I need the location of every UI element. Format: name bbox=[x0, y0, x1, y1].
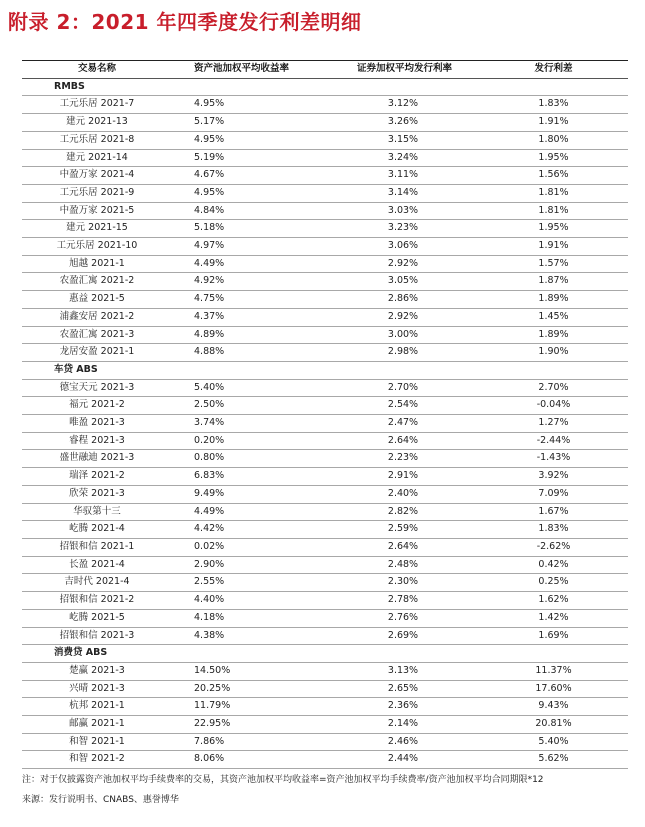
spread-cell: 1.91% bbox=[538, 116, 569, 128]
spread-cell: 20.81% bbox=[535, 718, 572, 730]
pool-yield-cell: 0.02% bbox=[194, 540, 225, 552]
coupon-rate-cell: 2.86% bbox=[387, 293, 419, 305]
pool-yield-cell: 4.67% bbox=[194, 169, 225, 181]
pool-yield-cell: 4.49% bbox=[194, 505, 225, 517]
deal-name-cell: 德宝天元 2021-3 bbox=[59, 381, 135, 393]
coupon-rate-cell: 2.44% bbox=[387, 753, 419, 765]
spread-cell: 1.57% bbox=[538, 257, 569, 269]
pool-yield-cell: 5.19% bbox=[194, 151, 225, 163]
table-row bbox=[22, 131, 628, 149]
coupon-rate-cell: 2.47% bbox=[387, 417, 419, 429]
deal-name-cell: 旭越 2021-1 bbox=[69, 257, 125, 269]
coupon-rate-cell: 3.14% bbox=[387, 186, 419, 198]
deal-name-cell: 招银和信 2021-1 bbox=[59, 540, 135, 552]
spread-cell: 1.89% bbox=[538, 293, 569, 305]
deal-name-cell: 招银和信 2021-2 bbox=[59, 594, 135, 606]
coupon-rate-cell: 3.26% bbox=[387, 116, 419, 128]
coupon-rate-cell: 2.91% bbox=[387, 470, 419, 482]
table-row bbox=[22, 468, 628, 486]
table-row bbox=[22, 627, 628, 645]
header-deal-name: 交易名称 bbox=[77, 63, 116, 74]
deal-name-cell: 龙居安盈 2021-1 bbox=[59, 346, 135, 358]
spread-cell: 9.43% bbox=[538, 700, 569, 712]
deal-name-cell: 楚赢 2021-3 bbox=[69, 664, 125, 676]
coupon-rate-cell: 2.48% bbox=[387, 558, 419, 570]
deal-name-cell: 长盈 2021-4 bbox=[69, 558, 125, 570]
pool-yield-cell: 22.95% bbox=[194, 718, 231, 730]
pool-yield-cell: 11.79% bbox=[194, 700, 231, 712]
spread-cell: 2.70% bbox=[538, 381, 569, 393]
deal-name-cell: 瑞泽 2021-2 bbox=[69, 470, 125, 482]
pool-yield-cell: 4.89% bbox=[194, 328, 225, 340]
coupon-rate-cell: 2.92% bbox=[387, 310, 419, 322]
coupon-rate-cell: 2.64% bbox=[387, 540, 419, 552]
coupon-rate-cell: 2.65% bbox=[387, 682, 419, 694]
table-row bbox=[22, 538, 628, 556]
deal-name-cell: 睿程 2021-3 bbox=[69, 434, 125, 446]
spread-cell: 0.42% bbox=[538, 558, 569, 570]
coupon-rate-cell: 2.30% bbox=[387, 576, 419, 588]
spread-cell: 5.40% bbox=[538, 735, 569, 747]
table-row bbox=[22, 733, 628, 751]
spread-cell: 1.89% bbox=[538, 328, 569, 340]
deal-name-cell: 工元乐居 2021-9 bbox=[59, 186, 135, 198]
pool-yield-cell: 4.95% bbox=[194, 98, 225, 110]
deal-name-cell: 兴晴 2021-3 bbox=[69, 682, 125, 694]
pool-yield-cell: 9.49% bbox=[194, 487, 225, 499]
coupon-rate-cell: 3.03% bbox=[387, 204, 419, 216]
table-header-row bbox=[22, 61, 628, 78]
pool-yield-cell: 4.75% bbox=[194, 293, 225, 305]
spread-cell: 1.81% bbox=[538, 204, 569, 216]
deal-name-cell: 工元乐居 2021-8 bbox=[59, 133, 135, 145]
coupon-rate-cell: 3.15% bbox=[387, 133, 419, 145]
spread-cell: 1.69% bbox=[538, 629, 569, 641]
pool-yield-cell: 7.86% bbox=[194, 735, 225, 747]
pool-yield-cell: 5.40% bbox=[194, 381, 225, 393]
section-label: 消费贷 ABS bbox=[22, 645, 628, 663]
pool-yield-cell: 4.92% bbox=[194, 275, 225, 287]
spread-cell: 1.87% bbox=[538, 275, 569, 287]
table-row bbox=[22, 184, 628, 202]
deal-name-cell: 浦鑫安居 2021-2 bbox=[59, 310, 135, 322]
pool-yield-cell: 4.18% bbox=[194, 611, 225, 623]
deal-name-cell: 农盈汇寓 2021-3 bbox=[59, 328, 135, 340]
coupon-rate-cell: 2.82% bbox=[387, 505, 419, 517]
table-row bbox=[22, 273, 628, 291]
deal-name-cell: 福元 2021-2 bbox=[69, 399, 125, 411]
spread-cell: 1.95% bbox=[538, 151, 569, 163]
pool-yield-cell: 2.50% bbox=[194, 399, 225, 411]
table-row bbox=[22, 485, 628, 503]
table-row bbox=[22, 450, 628, 468]
pool-yield-cell: 4.42% bbox=[194, 523, 225, 535]
spread-table bbox=[22, 61, 628, 769]
deal-name-cell: 吉时代 2021-4 bbox=[64, 576, 130, 588]
coupon-rate-cell: 3.05% bbox=[387, 275, 419, 287]
coupon-rate-cell: 2.59% bbox=[387, 523, 419, 535]
table-row bbox=[22, 96, 628, 114]
coupon-rate-cell: 2.46% bbox=[387, 735, 419, 747]
deal-name-cell: 建元 2021-13 bbox=[66, 116, 128, 128]
coupon-rate-cell: 2.54% bbox=[387, 399, 419, 411]
spread-cell: 1.83% bbox=[538, 523, 569, 535]
coupon-rate-cell: 2.69% bbox=[387, 629, 419, 641]
pool-yield-cell: 4.95% bbox=[194, 186, 225, 198]
table-row bbox=[22, 308, 628, 326]
spread-cell: 1.56% bbox=[538, 169, 569, 181]
table-row bbox=[22, 326, 628, 344]
spread-cell: -2.62% bbox=[536, 540, 571, 552]
table-row bbox=[22, 716, 628, 734]
coupon-rate-cell: 2.14% bbox=[387, 718, 419, 730]
table-row bbox=[22, 521, 628, 539]
deal-name-cell: 和智 2021-1 bbox=[69, 735, 125, 747]
source-note: 来源：发行说明书、CNABS、惠誉博华 bbox=[22, 795, 179, 805]
deal-name-cell: 建元 2021-15 bbox=[66, 222, 128, 234]
table-row bbox=[22, 609, 628, 627]
table-row bbox=[22, 202, 628, 220]
pool-yield-cell: 5.17% bbox=[194, 116, 225, 128]
spread-cell: 3.92% bbox=[538, 470, 569, 482]
coupon-rate-cell: 2.98% bbox=[387, 346, 419, 358]
table-row bbox=[22, 379, 628, 397]
deal-name-cell: 杭邦 2021-1 bbox=[69, 700, 125, 712]
pool-yield-cell: 4.49% bbox=[194, 257, 225, 269]
table-row bbox=[22, 503, 628, 521]
pool-yield-cell: 4.88% bbox=[194, 346, 225, 358]
deal-name-cell: 唯盈 2021-3 bbox=[69, 417, 125, 429]
coupon-rate-cell: 3.13% bbox=[387, 664, 419, 676]
spread-cell: 1.95% bbox=[538, 222, 569, 234]
pool-yield-cell: 4.40% bbox=[194, 594, 225, 606]
coupon-rate-cell: 2.92% bbox=[387, 257, 419, 269]
deal-name-cell: 盛世融迪 2021-3 bbox=[59, 452, 135, 464]
pool-yield-cell: 6.83% bbox=[194, 470, 225, 482]
coupon-rate-cell: 3.12% bbox=[387, 98, 419, 110]
deal-name-cell: 工元乐居 2021-10 bbox=[56, 240, 138, 252]
deal-name-cell: 招银和信 2021-3 bbox=[59, 629, 135, 641]
pool-yield-cell: 4.84% bbox=[194, 204, 225, 216]
spread-table-container bbox=[22, 60, 628, 769]
coupon-rate-cell: 2.78% bbox=[387, 594, 419, 606]
spread-cell: 1.45% bbox=[538, 310, 569, 322]
deal-name-cell: 农盈汇寓 2021-2 bbox=[59, 275, 135, 287]
table-row bbox=[22, 220, 628, 238]
page-title: 附录 2：2021 年四季度发行利差明细 bbox=[8, 10, 362, 34]
pool-yield-cell: 4.95% bbox=[194, 133, 225, 145]
pool-yield-cell: 20.25% bbox=[194, 682, 231, 694]
table-row bbox=[22, 662, 628, 680]
coupon-rate-cell: 3.24% bbox=[387, 151, 419, 163]
spread-cell: 7.09% bbox=[538, 487, 569, 499]
coupon-rate-cell: 3.23% bbox=[387, 222, 419, 234]
pool-yield-cell: 0.80% bbox=[194, 452, 225, 464]
pool-yield-cell: 4.37% bbox=[194, 310, 225, 322]
table-row bbox=[22, 291, 628, 309]
pool-yield-cell: 2.90% bbox=[194, 558, 225, 570]
spread-cell: 1.83% bbox=[538, 98, 569, 110]
spread-cell: 17.60% bbox=[535, 682, 572, 694]
table-row bbox=[22, 344, 628, 362]
coupon-rate-cell: 3.00% bbox=[387, 328, 419, 340]
coupon-rate-cell: 3.11% bbox=[387, 169, 419, 181]
spread-cell: -2.44% bbox=[536, 434, 571, 446]
table-note: 注：对于仅披露资产池加权平均手续费率的交易，其资产池加权平均收益率=资产池加权平均手续费率/资产池加权平均合同期限*12 bbox=[22, 775, 544, 785]
header-spread: 发行利差 bbox=[534, 63, 573, 74]
deal-name-cell: 邮赢 2021-1 bbox=[69, 718, 125, 730]
spread-cell: 5.62% bbox=[538, 753, 569, 765]
deal-name-cell: 中盈万家 2021-4 bbox=[59, 169, 135, 181]
spread-cell: 1.62% bbox=[538, 594, 569, 606]
spread-cell: 0.25% bbox=[538, 576, 569, 588]
coupon-rate-cell: 3.06% bbox=[387, 240, 419, 252]
spread-cell: 1.90% bbox=[538, 346, 569, 358]
deal-name-cell: 欣荣 2021-3 bbox=[69, 487, 125, 499]
table-row bbox=[22, 698, 628, 716]
table-row bbox=[22, 432, 628, 450]
spread-cell: 11.37% bbox=[535, 664, 572, 676]
deal-name-cell: 屹腾 2021-4 bbox=[69, 523, 125, 535]
section-header-row bbox=[22, 361, 628, 379]
coupon-rate-cell: 2.36% bbox=[387, 700, 419, 712]
table-row bbox=[22, 415, 628, 433]
deal-name-cell: 惠益 2021-5 bbox=[69, 293, 125, 305]
spread-cell: 1.81% bbox=[538, 186, 569, 198]
header-pool-yield: 资产池加权平均收益率 bbox=[194, 63, 290, 74]
deal-name-cell: 屹腾 2021-5 bbox=[69, 611, 125, 623]
deal-name-cell: 中盈万家 2021-5 bbox=[59, 204, 135, 216]
deal-name-cell: 和智 2021-2 bbox=[69, 753, 125, 765]
pool-yield-cell: 0.20% bbox=[194, 434, 225, 446]
table-row bbox=[22, 592, 628, 610]
table-row bbox=[22, 149, 628, 167]
deal-name-cell: 华驭第十三 bbox=[73, 505, 121, 517]
footnotes bbox=[22, 770, 632, 810]
table-row bbox=[22, 680, 628, 698]
deal-name-cell: 工元乐居 2021-7 bbox=[59, 98, 135, 110]
table-row bbox=[22, 751, 628, 769]
header-coupon-rate: 证券加权平均发行利率 bbox=[357, 63, 453, 74]
pool-yield-cell: 3.74% bbox=[194, 417, 225, 429]
spread-cell: 1.67% bbox=[538, 505, 569, 517]
pool-yield-cell: 8.06% bbox=[194, 753, 225, 765]
table-row bbox=[22, 556, 628, 574]
table-row bbox=[22, 255, 628, 273]
section-header-row bbox=[22, 78, 628, 96]
section-label: 车贷 ABS bbox=[22, 361, 628, 379]
pool-yield-cell: 4.97% bbox=[194, 240, 225, 252]
pool-yield-cell: 14.50% bbox=[194, 664, 231, 676]
spread-cell: 1.91% bbox=[538, 240, 569, 252]
coupon-rate-cell: 2.23% bbox=[387, 452, 419, 464]
spread-cell: -1.43% bbox=[536, 452, 571, 464]
spread-cell: 1.80% bbox=[538, 133, 569, 145]
section-header-row bbox=[22, 645, 628, 663]
spread-cell: -0.04% bbox=[536, 399, 571, 411]
table-row bbox=[22, 114, 628, 132]
spread-cell: 1.42% bbox=[538, 611, 569, 623]
table-row bbox=[22, 574, 628, 592]
table-row bbox=[22, 238, 628, 256]
coupon-rate-cell: 2.76% bbox=[387, 611, 419, 623]
section-label: RMBS bbox=[22, 78, 628, 96]
table-body bbox=[22, 78, 628, 768]
pool-yield-cell: 5.18% bbox=[194, 222, 225, 234]
pool-yield-cell: 4.38% bbox=[194, 629, 225, 641]
spread-cell: 1.27% bbox=[538, 417, 569, 429]
coupon-rate-cell: 2.40% bbox=[387, 487, 419, 499]
coupon-rate-cell: 2.70% bbox=[387, 381, 419, 393]
deal-name-cell: 建元 2021-14 bbox=[66, 151, 128, 163]
table-row bbox=[22, 397, 628, 415]
coupon-rate-cell: 2.64% bbox=[387, 434, 419, 446]
table-row bbox=[22, 167, 628, 185]
pool-yield-cell: 2.55% bbox=[194, 576, 225, 588]
